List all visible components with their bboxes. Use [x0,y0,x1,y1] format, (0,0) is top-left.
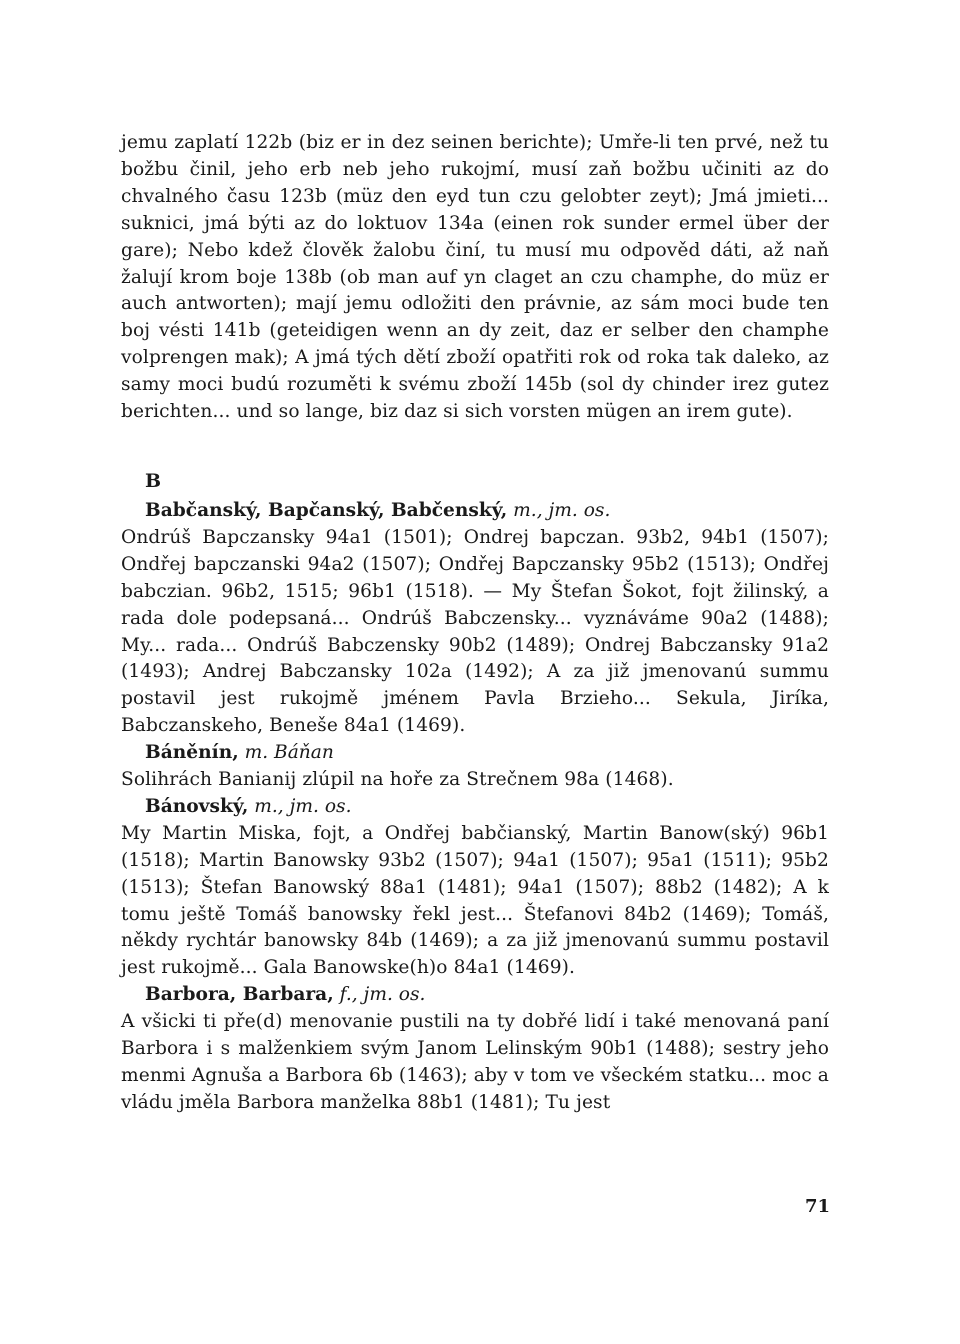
intro-paragraph: jemu zaplatí 122b (biz er in dez seinen berichte); Umře-li ten prvé, než tu božbu činil, jeho erb neb jeho rukojmí, musí zaň božbu učiniti az do chvalného času 123b (müz den eyd tun czu gelobter zeyt); Jmá jmieti... suknici, jmá býti az do loktuov 134a (einen rok sunder ermel über der gare); Nebo kdež člověk žalobu činí, tu musí mu odpověd dáti, až naň žalují krom boje 138b (ob man auf yn claget an czu champhe, do müz er auch antworten); mají jemu odložiti den právnie, az sám moci bude ten boj vésti 141b (geteidigen wenn an dy zeit, daz er selber den champhe volprengen mak); A jmá tých dětí zboží opatřiti rok od roka tak daleko, az samy moci budú rozuměti k svému zboží 145b (sol dy chinder irez gutez berichten... und so lange, biz daz si sich vorsten mügen an irem gute). [121,132,829,423]
entry-heading [121,740,829,767]
dictionary-entry [121,794,829,982]
headword: Babčanský, Bapčanský, Babčenský, [145,499,508,521]
headword: Barbora, Barbara, [145,984,334,1006]
dictionary-entry [121,982,829,1117]
dictionary-entry [121,498,829,740]
section-letter: B [145,469,162,492]
entry-text: My Martin Miska, fojt, a Ondřej babčianský, Martin Banow(ský) 96b1 (1518); Martin Banowsky 93b2 (1507); 94a1 (1507); 95a1 (1511); 95b2 (1513); Štefan Banowský 88a1 (1481); 94a1 (1507); 88b2 (1482); A k tomu ještě Tomáš banowsky řekl jest... Štefanovi 84b2 (1469); Tomáš, někdy rychtár banowsky 84b (1469); a za již jmenovanú summu postavil jest rukojmě... Gala Banowske(h)o 84a1 (1469). [121,822,829,979]
headword: Báněnín, [145,742,239,764]
entry-heading [121,982,829,1009]
grammar-note: f., jm. os. [339,984,426,1006]
entry-text: A všicki ti pře(d) menovanie pustili na ty dobřé lidí i také menovaná paní Barbora i s malženkiem svým Janom Lelinským 90b1 (1488); sestry jeho menmi Agnuša a Barbora 6b (1463); aby v tom ve všeckém statku... moc a vládu jměla Barbora manželka 88b1 (1481); Tu jest [121,1011,829,1113]
headword: Bánovský, [145,795,249,817]
entry-text: Ondrúš Bapczansky 94a1 (1501); Ondrej bapczan. 93b2, 94b1 (1507); Ondřej bapczanski 94a2 (1507); Ondřej Bapczansky 95b2 (1513); Ondřej babczian. 96b2, 1515; 96b1 (1518). — My Štefan Šokot, fojt žilinský, a rada dole podepsaná... Ondrúš Babczensky... vyznáváme 90a2 (1488); My... rada... Ondrúš Babczensky 90b2 (1489); Ondrej Babczansky 91a2 (1493); Andrej Babczansky 102a (1492); A za již jmenovanú summu postavil jest rukojmě jménem Pavla Brzieho... Sekula, Jiríka, Babczanskeho, Beneše 84a1 (1469). [121,526,829,737]
grammar-note: m., jm. os. [513,499,611,521]
entry-heading [121,794,829,821]
page-number: 71 [804,1196,830,1217]
dictionary-entry [121,740,829,794]
grammar-note: m., jm. os. [254,795,352,817]
page-body [121,130,829,1117]
entry-text: Solihrách Banianij zlúpil na hoře za Strečnem 98a (1468). [121,769,674,791]
grammar-note: m. Báňan [244,742,334,764]
entry-heading [121,498,829,525]
